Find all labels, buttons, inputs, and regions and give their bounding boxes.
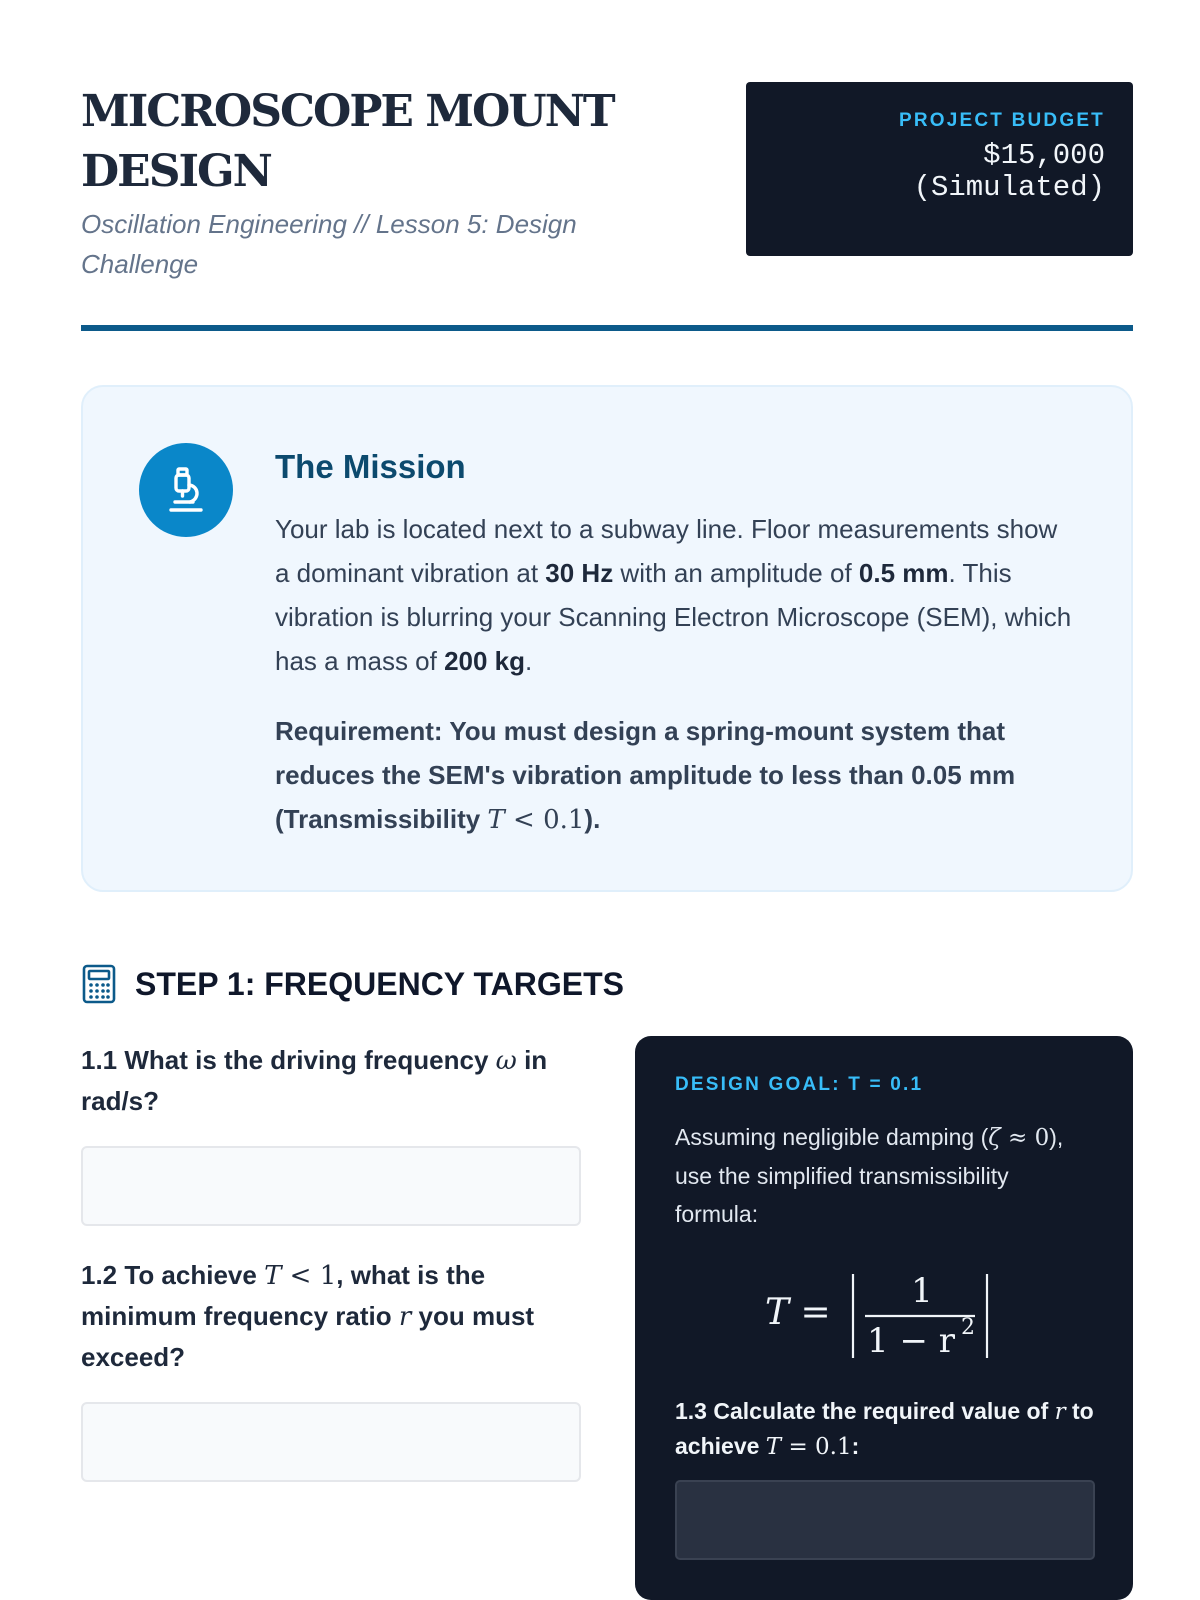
svg-text:T =: T = (765, 1292, 831, 1333)
page-header (81, 82, 1133, 332)
answer-1-2-input[interactable] (81, 1402, 581, 1482)
step-1-heading (81, 962, 624, 1006)
svg-text:1 − r: 1 − r (867, 1321, 955, 1361)
frequency-value: 30 Hz (545, 558, 614, 588)
mission-card (81, 385, 1133, 892)
transmissibility-formula (765, 1262, 1005, 1364)
header-divider (81, 325, 1133, 331)
microscope-icon (139, 443, 233, 537)
design-goal-label: DESIGN GOAL: T = 0.1 (675, 1074, 924, 1095)
svg-text:2: 2 (961, 1315, 975, 1340)
budget-card (746, 82, 1133, 256)
mission-requirement: Requirement: You must design a spring-mount system that reduces the SEM's vibration amplitude to less than 0.05 mm (Transmissibility T < 0.1). (275, 716, 1016, 835)
answer-1-1-input[interactable] (81, 1146, 581, 1226)
step-1-title: STEP 1: FREQUENCY TARGETS (135, 965, 624, 1002)
budget-value: $15,000 (983, 139, 1105, 172)
budget-label: PROJECT BUDGET (898, 110, 1105, 131)
svg-text:1: 1 (911, 1271, 933, 1311)
page-subtitle: Oscillation Engineering // Lesson 5: Design Challenge (81, 209, 577, 279)
mission-description: Your lab is located next to a subway line. Floor measurements show a dominant vibration at 30 Hz with an amplitude of 0.5 mm. This vibration is blurring your Scanning Electron Microscope (SEM), which has a mass of 200 kg. (275, 514, 1072, 676)
question-1-1: 1.1 What is the driving frequency ω in rad/s? (81, 1045, 548, 1116)
design-goal-panel (635, 1036, 1133, 1600)
amplitude-value: 0.5 mm (858, 558, 949, 588)
page-title: MICROSCOPE MOUNT DESIGN (81, 86, 614, 197)
mass-value: 200 kg (444, 646, 526, 676)
answer-1-3-input[interactable] (675, 1480, 1095, 1560)
budget-note: (Simulated) (913, 171, 1105, 204)
calculator-icon (81, 964, 117, 1004)
question-1-3: 1.3 Calculate the required value of r to achieve T = 0.1: (675, 1398, 1094, 1460)
mission-title: The Mission (275, 448, 466, 485)
design-goal-text: Assuming negligible damping (ζ ≈ 0), use the simplified transmissibility formula: (675, 1124, 1064, 1227)
question-1-2: 1.2 To achieve T < 1, what is the minimum frequency ratio r you must exceed? (81, 1260, 535, 1372)
